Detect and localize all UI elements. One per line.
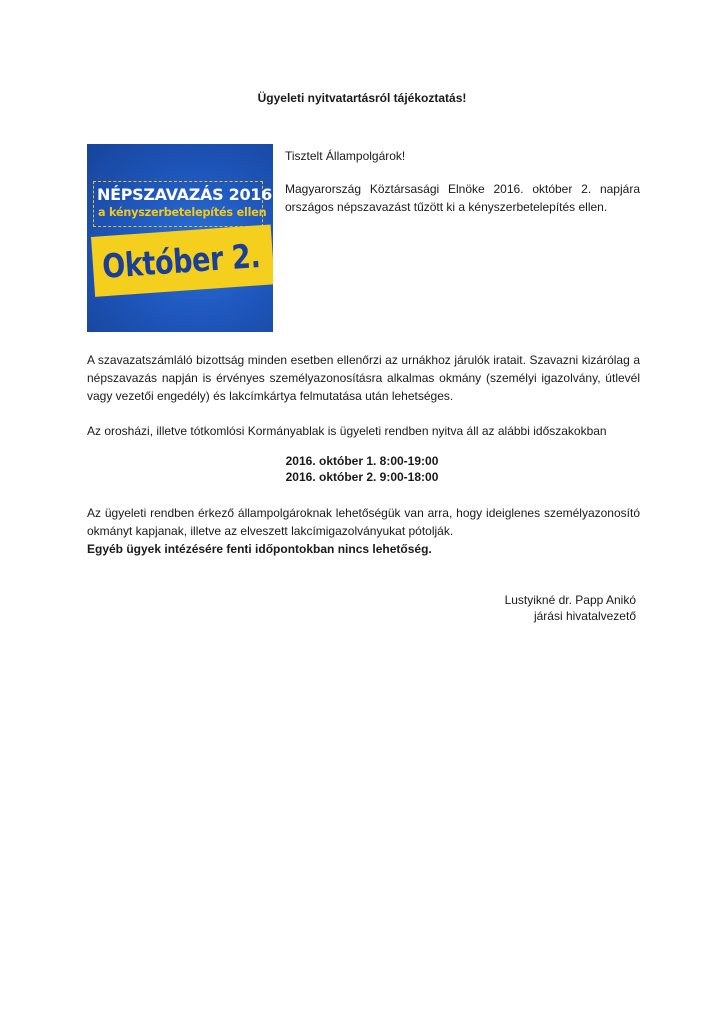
greeting: Tisztelt Állampolgárok!	[285, 149, 406, 163]
notice-no-other-services: Egyéb ügyek intézésére fenti időpontokban nincs lehetőség.	[87, 542, 432, 556]
signature-role: járási hivatalvezető	[533, 609, 636, 623]
referendum-poster	[87, 144, 273, 332]
signature-block	[505, 592, 636, 624]
opening-date-1: 2016. október 1. 8:00-19:00	[285, 454, 439, 468]
paragraph-office-hours: Az orosházi, illetve tótkomlósi Kormányablak is ügyeleti rendben nyitva áll az alábbi időszakokban	[87, 424, 607, 438]
poster-headline: NÉPSZAVAZÁS 2016	[97, 185, 272, 204]
signature-name: Lustyikné dr. Papp Anikó	[504, 593, 636, 607]
paragraph-id-check: A szavazatszámláló bizottság minden esetben ellenőrzi az urnákhoz járulók iratait. Szavazni kizárólag a népszavazás napján is érvényes személyazonosításra alkalmas okmány (személyi igazolvány, útlevél vagy vezetői engedély) és lakcímkártya felmutatása után lehetséges.	[87, 353, 640, 403]
opening-dates	[0, 453, 724, 485]
poster-date: Október 2.	[101, 235, 262, 286]
document-title: Ügyeleti nyitvatartásról tájékoztatás!	[257, 91, 467, 105]
poster-subline: a kényszerbetelepítés ellen	[98, 206, 267, 219]
intro-paragraph: Magyarország Köztársasági Elnöke 2016. október 2. napjára országos népszavazást tűzött ki a kényszerbetelepítés ellen.	[285, 182, 640, 214]
paragraph-services: Az ügyeleti rendben érkező állampolgároknak lehetőségük van arra, hogy ideiglenes személyazonosító okmányt kapjanak, illetve az elveszett lakcímigazolványukat pótolják.	[87, 506, 640, 538]
opening-date-2: 2016. október 2. 9:00-18:00	[285, 470, 439, 484]
